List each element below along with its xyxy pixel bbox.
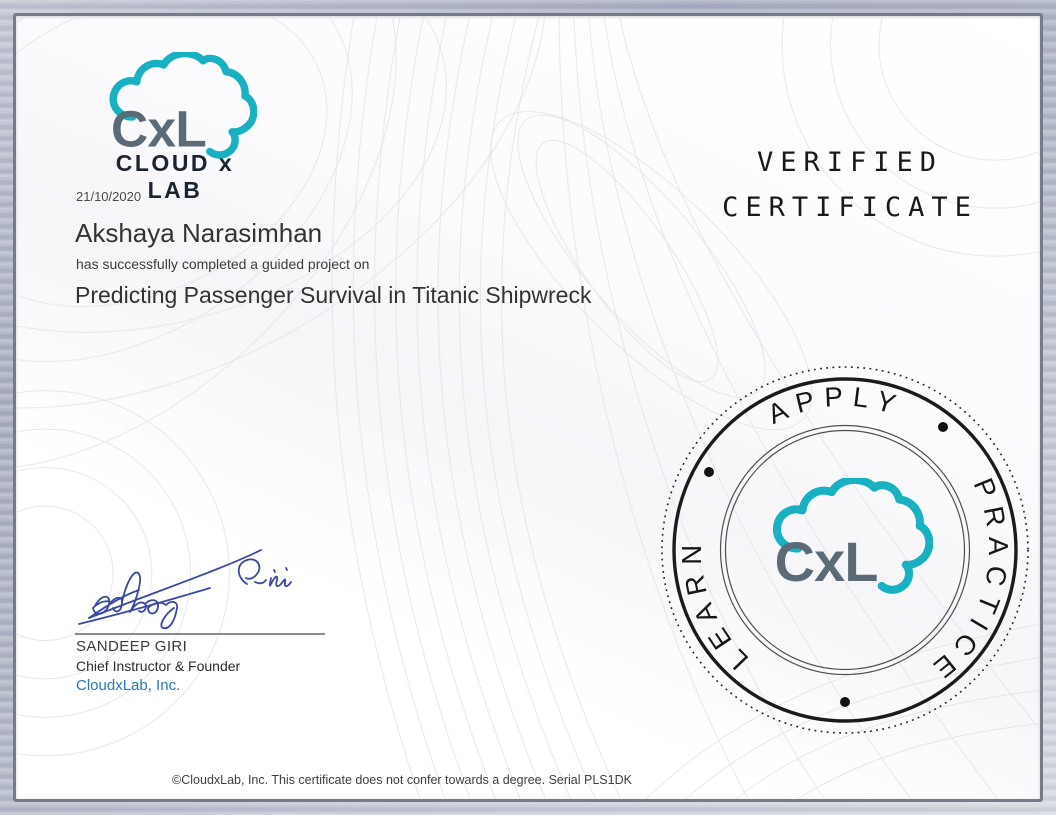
svg-text:LEARN: [676, 536, 754, 676]
signature-divider: [75, 633, 325, 635]
seal-center-logo: [775, 480, 930, 593]
footer-disclaimer: ©CloudxLab, Inc. This certificate does not confer towards a degree. Serial PLS1DK: [172, 773, 632, 787]
svg-text:APPLY: [763, 381, 908, 430]
certificate-paper: [13, 13, 1043, 802]
seal-dot-top-right: [938, 422, 948, 432]
learn-apply-practice-seal: [657, 362, 1033, 738]
recipient-name: Akshaya Narasimhan: [75, 218, 323, 248]
signatory-organization-link[interactable]: CloudxLab, Inc.: [76, 677, 181, 694]
signatory-name: SANDEEP GIRI: [76, 638, 188, 655]
seal-word-practice: PRACTICE: [921, 473, 1015, 690]
issue-date: 21/10/2020: [76, 189, 142, 204]
verified-line: VERIFIED: [756, 147, 944, 178]
svg-text:PRACTICE: [921, 474, 1014, 690]
brand-wordmark: CLOUD x LAB: [115, 150, 235, 203]
course-title: Predicting Passenger Survival in Titanic Shipwreck: [75, 282, 592, 308]
seal-word-apply: APPLY: [762, 380, 908, 430]
certificate-line: CERTIFICATE: [722, 192, 978, 223]
verified-certificate-heading: [700, 140, 1000, 230]
completion-statement: has successfully completed a guided project on: [76, 256, 370, 272]
seal-dot-bottom: [840, 697, 850, 707]
seal-dot-left: [704, 467, 714, 477]
signatory-title: Chief Instructor & Founder: [76, 658, 241, 674]
seal-word-learn: LEARN: [675, 535, 755, 677]
signature-script: [75, 544, 335, 638]
